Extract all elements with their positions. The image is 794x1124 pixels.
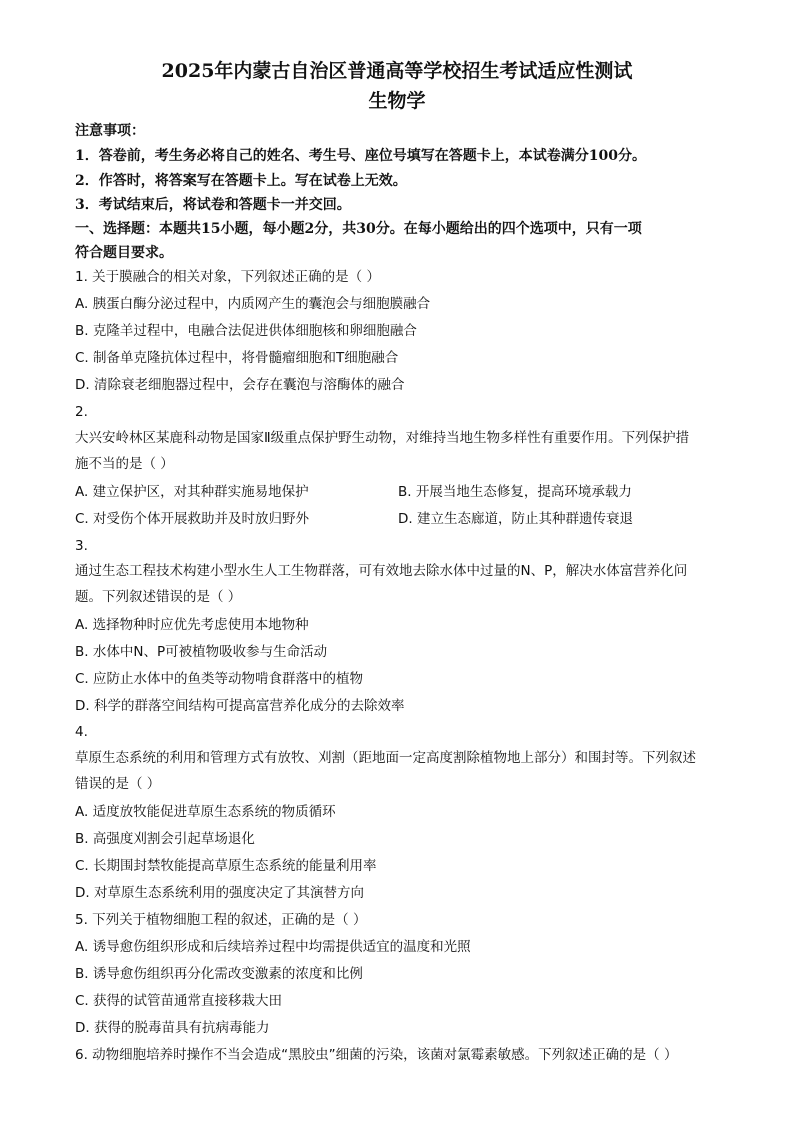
q2-option-c: C. 对受伤个体开展救助并及时放归野外 — [75, 511, 310, 527]
q4-option-c: C. 长期围封禁牧能提高草原生态系统的能量利用率 — [75, 858, 377, 874]
notes-item-3: 3．考试结束后，将试卷和答题卡一并交回。 — [75, 197, 351, 213]
q3-stem-line2: 题。下列叙述错误的是（ ） — [75, 589, 242, 605]
q4-option-b: B. 高强度刈割会引起草场退化 — [75, 831, 255, 847]
q1-option-c: C. 制备单克隆抗体过程中，将骨髓瘤细胞和T细胞融合 — [75, 350, 399, 366]
q5-option-c: C. 获得的试管苗通常直接移栽大田 — [75, 993, 283, 1009]
exam-title: 2025年内蒙古自治区普通高等学校招生考试适应性测试 — [161, 60, 633, 82]
section-heading-line1: 一、选择题：本题共15小题，每小题2分，共30分。在每小题给出的四个选项中，只有一项 — [75, 221, 642, 237]
notes-item-2: 2．作答时，将答案写在答题卡上。写在试卷上无效。 — [75, 173, 407, 189]
q5-option-a: A. 诱导愈伤组织形成和后续培养过程中均需提供适宜的温度和光照 — [75, 939, 471, 955]
q4-stem-line1: 草原生态系统的利用和管理方式有放牧、刈割（距地面一定高度割除植物地上部分）和围封等。下列叙述 — [75, 750, 696, 766]
q1-option-a: A. 胰蛋白酶分泌过程中，内质网产生的囊泡会与细胞膜融合 — [75, 296, 431, 312]
q2-option-b: B. 开展当地生态修复，提高环境承载力 — [398, 484, 632, 500]
q2-option-a: A. 建立保护区，对其种群实施易地保护 — [75, 484, 309, 500]
section-heading-line2: 符合题目要求。 — [75, 245, 173, 261]
q5-stem: 5. 下列关于植物细胞工程的叙述，正确的是（ ） — [75, 912, 367, 928]
q4-option-a: A. 适度放牧能促进草原生态系统的物质循环 — [75, 804, 336, 820]
q5-option-b: B. 诱导愈伤组织再分化需改变激素的浓度和比例 — [75, 966, 363, 982]
q2-stem-line2: 施不当的是（ ） — [75, 456, 174, 472]
q3-option-c: C. 应防止水体中的鱼类等动物啃食群落中的植物 — [75, 671, 364, 687]
q1-stem: 1. 关于膜融合的相关对象，下列叙述正确的是（ ） — [75, 269, 380, 285]
q4-number: 4. — [75, 724, 88, 740]
exam-subject: 生物学 — [368, 90, 426, 112]
q6-stem: 6. 动物细胞培养时操作不当会造成“黑胶虫”细菌的污染，该菌对氯霉素敏感。下列叙述正确的是（ ） — [75, 1047, 678, 1063]
q1-option-d: D. 清除衰老细胞器过程中，会存在囊泡与溶酶体的融合 — [75, 377, 405, 393]
q3-stem-line1: 通过生态工程技术构建小型水生人工生物群落，可有效地去除水体中过量的N、P，解决水体富营养化问 — [75, 563, 688, 579]
q3-option-b: B. 水体中N、P可被植物吸收参与生命活动 — [75, 644, 328, 660]
q4-option-d: D. 对草原生态系统利用的强度决定了其演替方向 — [75, 885, 364, 901]
q5-option-d: D. 获得的脱毒苗具有抗病毒能力 — [75, 1020, 270, 1036]
q2-option-d: D. 建立生态廊道，防止其种群遗传衰退 — [398, 511, 633, 527]
q2-number: 2. — [75, 404, 88, 420]
notes-heading: 注意事项： — [75, 123, 145, 139]
notes-item-1: 1．答卷前，考生务必将自己的姓名、考生号、座位号填写在答题卡上，本试卷满分100分。 — [75, 148, 646, 164]
q3-option-d: D. 科学的群落空间结构可提高富营养化成分的去除效率 — [75, 698, 405, 714]
q4-stem-line2: 错误的是（ ） — [75, 776, 161, 792]
q1-option-b: B. 克隆羊过程中，电融合法促进供体细胞核和卵细胞融合 — [75, 323, 417, 339]
q3-option-a: A. 选择物种时应优先考虑使用本地物种 — [75, 617, 309, 633]
q2-stem-line1: 大兴安岭林区某鹿科动物是国家Ⅱ级重点保护野生动物，对维持当地生物多样性有重要作用。下列保护措 — [75, 430, 690, 446]
q3-number: 3. — [75, 538, 88, 554]
